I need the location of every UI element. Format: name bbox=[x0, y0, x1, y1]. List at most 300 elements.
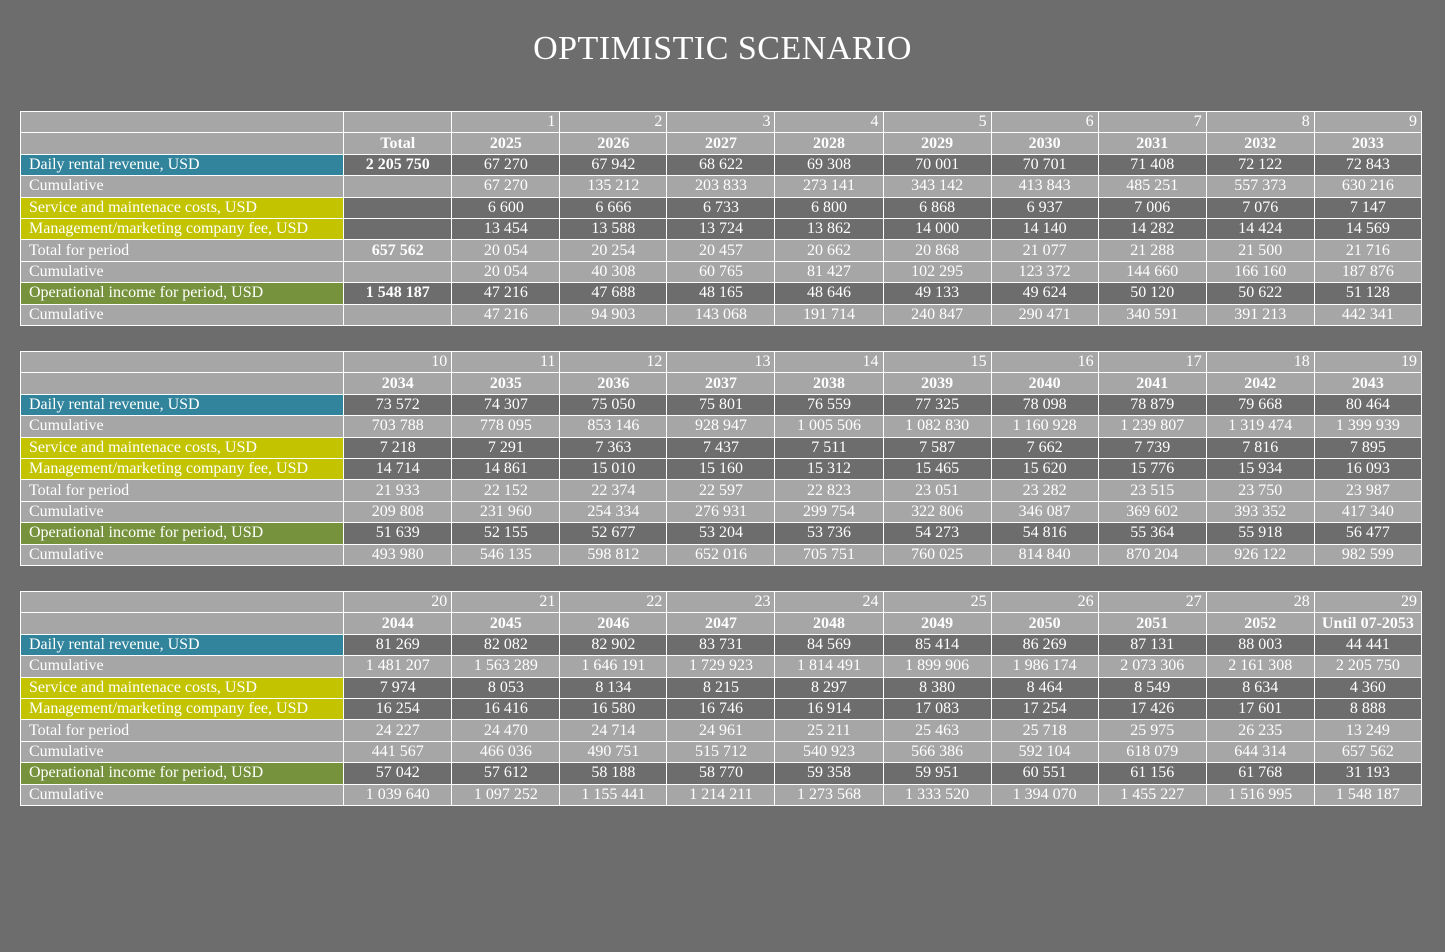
value-cell: 22 152 bbox=[452, 480, 560, 501]
year-cell: 2052 bbox=[1206, 613, 1314, 634]
value-cell: 7 076 bbox=[1206, 197, 1314, 218]
value-cell: 57 612 bbox=[452, 763, 560, 784]
year-cell: 2033 bbox=[1314, 133, 1421, 154]
value-cell: 191 714 bbox=[775, 304, 883, 325]
cumulative-label: Cumulative bbox=[21, 741, 344, 762]
value-cell: 417 340 bbox=[1314, 501, 1421, 522]
value-cell: 13 249 bbox=[1314, 720, 1421, 741]
value-cell: 53 736 bbox=[775, 523, 883, 544]
year-cell: 2036 bbox=[560, 373, 667, 394]
value-cell: 87 131 bbox=[1098, 634, 1206, 655]
value-cell: 60 765 bbox=[667, 261, 775, 282]
value-cell: 14 714 bbox=[344, 458, 452, 479]
value-cell: 1 097 252 bbox=[452, 784, 560, 805]
period-cell: 6 bbox=[991, 112, 1098, 133]
year-cell: 2043 bbox=[1314, 373, 1421, 394]
year-cell: 2031 bbox=[1098, 133, 1206, 154]
value-cell: 22 597 bbox=[667, 480, 775, 501]
period-cell: 15 bbox=[883, 352, 991, 373]
period-cell: 26 bbox=[991, 592, 1098, 613]
total-period-label: Total for period bbox=[21, 480, 344, 501]
year-cell: 2049 bbox=[883, 613, 991, 634]
value-cell: 657 562 bbox=[1314, 741, 1421, 762]
value-cell: 2 205 750 bbox=[1314, 656, 1421, 677]
period-cell: 29 bbox=[1314, 592, 1421, 613]
value-cell: 14 861 bbox=[452, 458, 560, 479]
value-cell: 1 214 211 bbox=[667, 784, 775, 805]
value-cell: 566 386 bbox=[883, 741, 991, 762]
value-cell: 926 122 bbox=[1206, 544, 1314, 565]
value-cell: 16 093 bbox=[1314, 458, 1421, 479]
period-row bbox=[21, 112, 1422, 133]
value-cell: 393 352 bbox=[1206, 501, 1314, 522]
value-cell: 322 806 bbox=[883, 501, 991, 522]
value-cell: 67 942 bbox=[560, 154, 667, 175]
value-cell: 7 662 bbox=[991, 437, 1098, 458]
value-cell: 24 227 bbox=[344, 720, 452, 741]
value-cell: 369 602 bbox=[1098, 501, 1206, 522]
value-cell: 1 548 187 bbox=[1314, 784, 1421, 805]
value-cell: 60 551 bbox=[991, 763, 1098, 784]
cumulative-label: Cumulative bbox=[21, 501, 344, 522]
value-cell: 14 424 bbox=[1206, 218, 1314, 239]
value-cell: 8 297 bbox=[775, 677, 883, 698]
value-cell: 7 816 bbox=[1206, 437, 1314, 458]
blank-cell bbox=[344, 112, 452, 133]
period-cell: 4 bbox=[775, 112, 883, 133]
value-cell: 72 843 bbox=[1314, 154, 1421, 175]
revenue-label: Daily rental revenue, USD bbox=[21, 394, 344, 415]
revenue-row bbox=[21, 634, 1422, 655]
value-cell: 20 054 bbox=[452, 261, 560, 282]
period-cell: 20 bbox=[344, 592, 452, 613]
period-cell: 1 bbox=[452, 112, 560, 133]
service-label: Service and maintenace costs, USD bbox=[21, 437, 344, 458]
value-cell: 23 750 bbox=[1206, 480, 1314, 501]
value-cell: 22 374 bbox=[560, 480, 667, 501]
value-cell: 7 587 bbox=[883, 437, 991, 458]
value-cell: 21 933 bbox=[344, 480, 452, 501]
value-cell: 26 235 bbox=[1206, 720, 1314, 741]
value-cell: 982 599 bbox=[1314, 544, 1421, 565]
value-cell: 47 688 bbox=[560, 283, 667, 304]
period-cell: 8 bbox=[1206, 112, 1314, 133]
value-cell: 442 341 bbox=[1314, 304, 1421, 325]
revenue-cumulative-row bbox=[21, 656, 1422, 677]
value-cell: 84 569 bbox=[775, 634, 883, 655]
value-cell: 13 862 bbox=[775, 218, 883, 239]
value-cell: 7 739 bbox=[1098, 437, 1206, 458]
period-cell: 13 bbox=[667, 352, 775, 373]
value-cell: 7 218 bbox=[344, 437, 452, 458]
value-cell: 515 712 bbox=[667, 741, 775, 762]
page-title: OPTIMISTIC SCENARIO bbox=[533, 30, 912, 67]
value-cell: 8 380 bbox=[883, 677, 991, 698]
cumulative-label: Cumulative bbox=[21, 656, 344, 677]
value-cell: 123 372 bbox=[991, 261, 1098, 282]
blank-cell bbox=[344, 176, 452, 197]
total-period-row bbox=[21, 240, 1422, 261]
value-cell: 20 457 bbox=[667, 240, 775, 261]
value-cell: 7 291 bbox=[452, 437, 560, 458]
value-cell: 1 399 939 bbox=[1314, 416, 1421, 437]
income-row bbox=[21, 763, 1422, 784]
value-cell: 4 360 bbox=[1314, 677, 1421, 698]
value-cell: 75 801 bbox=[667, 394, 775, 415]
value-cell: 490 751 bbox=[560, 741, 667, 762]
value-cell: 15 776 bbox=[1098, 458, 1206, 479]
value-cell: 44 441 bbox=[1314, 634, 1421, 655]
value-cell: 14 000 bbox=[883, 218, 991, 239]
year-cell: 2051 bbox=[1098, 613, 1206, 634]
income-label: Operational income for period, USD bbox=[21, 283, 344, 304]
value-cell: 340 591 bbox=[1098, 304, 1206, 325]
value-cell: 23 282 bbox=[991, 480, 1098, 501]
service-row bbox=[21, 197, 1422, 218]
year-cell: 2025 bbox=[452, 133, 560, 154]
value-cell: 485 251 bbox=[1098, 176, 1206, 197]
cumulative-label: Cumulative bbox=[21, 784, 344, 805]
value-cell: 86 269 bbox=[991, 634, 1098, 655]
value-cell: 59 358 bbox=[775, 763, 883, 784]
value-cell: 630 216 bbox=[1314, 176, 1421, 197]
blank-cell bbox=[21, 133, 344, 154]
value-cell: 705 751 bbox=[775, 544, 883, 565]
value-cell: 1 455 227 bbox=[1098, 784, 1206, 805]
value-cell: 20 254 bbox=[560, 240, 667, 261]
value-cell: 61 156 bbox=[1098, 763, 1206, 784]
value-cell: 15 312 bbox=[775, 458, 883, 479]
value-cell: 760 025 bbox=[883, 544, 991, 565]
value-cell: 1 005 506 bbox=[775, 416, 883, 437]
value-cell: 8 053 bbox=[452, 677, 560, 698]
value-cell: 1 319 474 bbox=[1206, 416, 1314, 437]
value-cell: 814 840 bbox=[991, 544, 1098, 565]
value-cell: 343 142 bbox=[883, 176, 991, 197]
management-row bbox=[21, 698, 1422, 719]
year-cell: 2038 bbox=[775, 373, 883, 394]
value-cell: 1 082 830 bbox=[883, 416, 991, 437]
value-cell: 14 282 bbox=[1098, 218, 1206, 239]
year-cell: 2030 bbox=[991, 133, 1098, 154]
blank-cell bbox=[344, 218, 452, 239]
blank-cell bbox=[344, 197, 452, 218]
value-cell: 7 147 bbox=[1314, 197, 1421, 218]
value-cell: 17 426 bbox=[1098, 698, 1206, 719]
total-period-total: 657 562 bbox=[344, 240, 452, 261]
period-cell: 18 bbox=[1206, 352, 1314, 373]
value-cell: 16 254 bbox=[344, 698, 452, 719]
value-cell: 8 549 bbox=[1098, 677, 1206, 698]
value-cell: 928 947 bbox=[667, 416, 775, 437]
year-cell: 2027 bbox=[667, 133, 775, 154]
value-cell: 77 325 bbox=[883, 394, 991, 415]
management-label: Management/marketing company fee, USD bbox=[21, 698, 344, 719]
value-cell: 47 216 bbox=[452, 283, 560, 304]
value-cell: 76 559 bbox=[775, 394, 883, 415]
value-cell: 13 588 bbox=[560, 218, 667, 239]
blank-cell bbox=[344, 304, 452, 325]
value-cell: 6 666 bbox=[560, 197, 667, 218]
management-label: Management/marketing company fee, USD bbox=[21, 218, 344, 239]
value-cell: 102 295 bbox=[883, 261, 991, 282]
value-cell: 7 974 bbox=[344, 677, 452, 698]
value-cell: 652 016 bbox=[667, 544, 775, 565]
value-cell: 592 104 bbox=[991, 741, 1098, 762]
value-cell: 493 980 bbox=[344, 544, 452, 565]
period-cell: 7 bbox=[1098, 112, 1206, 133]
income-cumulative-row bbox=[21, 544, 1422, 565]
blank-cell bbox=[21, 373, 344, 394]
total-cumulative-row bbox=[21, 261, 1422, 282]
management-row bbox=[21, 458, 1422, 479]
value-cell: 71 408 bbox=[1098, 154, 1206, 175]
value-cell: 21 077 bbox=[991, 240, 1098, 261]
value-cell: 25 718 bbox=[991, 720, 1098, 741]
service-label: Service and maintenace costs, USD bbox=[21, 677, 344, 698]
total-period-label: Total for period bbox=[21, 240, 344, 261]
value-cell: 2 073 306 bbox=[1098, 656, 1206, 677]
value-cell: 50 120 bbox=[1098, 283, 1206, 304]
value-cell: 2 161 308 bbox=[1206, 656, 1314, 677]
period-cell: 14 bbox=[775, 352, 883, 373]
year-cell: 2029 bbox=[883, 133, 991, 154]
value-cell: 1 814 491 bbox=[775, 656, 883, 677]
value-cell: 778 095 bbox=[452, 416, 560, 437]
value-cell: 853 146 bbox=[560, 416, 667, 437]
value-cell: 1 516 995 bbox=[1206, 784, 1314, 805]
blank-cell bbox=[21, 112, 344, 133]
value-cell: 1 729 923 bbox=[667, 656, 775, 677]
value-cell: 80 464 bbox=[1314, 394, 1421, 415]
value-cell: 51 639 bbox=[344, 523, 452, 544]
value-cell: 79 668 bbox=[1206, 394, 1314, 415]
income-label: Operational income for period, USD bbox=[21, 523, 344, 544]
value-cell: 557 373 bbox=[1206, 176, 1314, 197]
value-cell: 58 188 bbox=[560, 763, 667, 784]
period-cell: 24 bbox=[775, 592, 883, 613]
value-cell: 52 155 bbox=[452, 523, 560, 544]
value-cell: 88 003 bbox=[1206, 634, 1314, 655]
service-row bbox=[21, 677, 1422, 698]
value-cell: 20 662 bbox=[775, 240, 883, 261]
year-cell: 2050 bbox=[991, 613, 1098, 634]
value-cell: 1 646 191 bbox=[560, 656, 667, 677]
value-cell: 21 716 bbox=[1314, 240, 1421, 261]
value-cell: 1 273 568 bbox=[775, 784, 883, 805]
value-cell: 49 133 bbox=[883, 283, 991, 304]
value-cell: 7 895 bbox=[1314, 437, 1421, 458]
value-cell: 1 155 441 bbox=[560, 784, 667, 805]
value-cell: 25 975 bbox=[1098, 720, 1206, 741]
value-cell: 540 923 bbox=[775, 741, 883, 762]
total-cumulative-row bbox=[21, 501, 1422, 522]
year-cell: 2048 bbox=[775, 613, 883, 634]
value-cell: 48 646 bbox=[775, 283, 883, 304]
income-row bbox=[21, 523, 1422, 544]
year-cell: 2039 bbox=[883, 373, 991, 394]
total-period-row bbox=[21, 720, 1422, 741]
value-cell: 187 876 bbox=[1314, 261, 1421, 282]
value-cell: 24 470 bbox=[452, 720, 560, 741]
year-cell: Until 07-2053 bbox=[1314, 613, 1421, 634]
value-cell: 23 515 bbox=[1098, 480, 1206, 501]
value-cell: 1 899 906 bbox=[883, 656, 991, 677]
value-cell: 74 307 bbox=[452, 394, 560, 415]
value-cell: 413 843 bbox=[991, 176, 1098, 197]
value-cell: 17 254 bbox=[991, 698, 1098, 719]
value-cell: 8 464 bbox=[991, 677, 1098, 698]
total-period-row bbox=[21, 480, 1422, 501]
period-cell: 23 bbox=[667, 592, 775, 613]
year-cell: 2045 bbox=[452, 613, 560, 634]
value-cell: 25 211 bbox=[775, 720, 883, 741]
value-cell: 78 098 bbox=[991, 394, 1098, 415]
period-cell: 21 bbox=[452, 592, 560, 613]
value-cell: 49 624 bbox=[991, 283, 1098, 304]
value-cell: 254 334 bbox=[560, 501, 667, 522]
value-cell: 52 677 bbox=[560, 523, 667, 544]
value-cell: 75 050 bbox=[560, 394, 667, 415]
value-cell: 81 269 bbox=[344, 634, 452, 655]
period-cell: 9 bbox=[1314, 112, 1421, 133]
income-cumulative-row bbox=[21, 304, 1422, 325]
value-cell: 1 481 207 bbox=[344, 656, 452, 677]
value-cell: 16 746 bbox=[667, 698, 775, 719]
value-cell: 17 601 bbox=[1206, 698, 1314, 719]
management-row bbox=[21, 218, 1422, 239]
cumulative-label: Cumulative bbox=[21, 544, 344, 565]
value-cell: 81 427 bbox=[775, 261, 883, 282]
blank-cell bbox=[21, 613, 344, 634]
value-cell: 85 414 bbox=[883, 634, 991, 655]
value-cell: 6 800 bbox=[775, 197, 883, 218]
value-cell: 8 134 bbox=[560, 677, 667, 698]
value-cell: 20 054 bbox=[452, 240, 560, 261]
income-row bbox=[21, 283, 1422, 304]
value-cell: 391 213 bbox=[1206, 304, 1314, 325]
value-cell: 56 477 bbox=[1314, 523, 1421, 544]
cumulative-label: Cumulative bbox=[21, 261, 344, 282]
value-cell: 14 569 bbox=[1314, 218, 1421, 239]
value-cell: 6 600 bbox=[452, 197, 560, 218]
value-cell: 58 770 bbox=[667, 763, 775, 784]
value-cell: 1 394 070 bbox=[991, 784, 1098, 805]
period-row bbox=[21, 592, 1422, 613]
value-cell: 644 314 bbox=[1206, 741, 1314, 762]
value-cell: 546 135 bbox=[452, 544, 560, 565]
value-cell: 8 634 bbox=[1206, 677, 1314, 698]
value-cell: 15 934 bbox=[1206, 458, 1314, 479]
value-cell: 57 042 bbox=[344, 763, 452, 784]
value-cell: 1 333 520 bbox=[883, 784, 991, 805]
year-cell: 2026 bbox=[560, 133, 667, 154]
value-cell: 15 010 bbox=[560, 458, 667, 479]
value-cell: 23 051 bbox=[883, 480, 991, 501]
value-cell: 67 270 bbox=[452, 176, 560, 197]
value-cell: 203 833 bbox=[667, 176, 775, 197]
value-cell: 78 879 bbox=[1098, 394, 1206, 415]
value-cell: 1 039 640 bbox=[344, 784, 452, 805]
period-cell: 5 bbox=[883, 112, 991, 133]
period-cell: 3 bbox=[667, 112, 775, 133]
blank-cell bbox=[344, 261, 452, 282]
value-cell: 16 416 bbox=[452, 698, 560, 719]
scenario-table-1 bbox=[20, 111, 1422, 326]
year-row bbox=[21, 133, 1422, 154]
value-cell: 51 128 bbox=[1314, 283, 1421, 304]
value-cell: 82 902 bbox=[560, 634, 667, 655]
revenue-label: Daily rental revenue, USD bbox=[21, 154, 344, 175]
value-cell: 441 567 bbox=[344, 741, 452, 762]
value-cell: 72 122 bbox=[1206, 154, 1314, 175]
value-cell: 53 204 bbox=[667, 523, 775, 544]
value-cell: 25 463 bbox=[883, 720, 991, 741]
period-cell: 17 bbox=[1098, 352, 1206, 373]
period-cell: 19 bbox=[1314, 352, 1421, 373]
value-cell: 21 500 bbox=[1206, 240, 1314, 261]
value-cell: 144 660 bbox=[1098, 261, 1206, 282]
value-cell: 24 714 bbox=[560, 720, 667, 741]
revenue-row bbox=[21, 154, 1422, 175]
revenue-total: 2 205 750 bbox=[344, 154, 452, 175]
value-cell: 94 903 bbox=[560, 304, 667, 325]
value-cell: 7 363 bbox=[560, 437, 667, 458]
scenario-table-2 bbox=[20, 351, 1422, 566]
value-cell: 15 160 bbox=[667, 458, 775, 479]
blank-cell bbox=[21, 352, 344, 373]
value-cell: 870 204 bbox=[1098, 544, 1206, 565]
value-cell: 6 937 bbox=[991, 197, 1098, 218]
value-cell: 55 918 bbox=[1206, 523, 1314, 544]
value-cell: 703 788 bbox=[344, 416, 452, 437]
value-cell: 24 961 bbox=[667, 720, 775, 741]
cumulative-label: Cumulative bbox=[21, 304, 344, 325]
period-cell: 2 bbox=[560, 112, 667, 133]
value-cell: 16 914 bbox=[775, 698, 883, 719]
year-row bbox=[21, 373, 1422, 394]
total-header: Total bbox=[344, 133, 452, 154]
value-cell: 70 701 bbox=[991, 154, 1098, 175]
value-cell: 83 731 bbox=[667, 634, 775, 655]
value-cell: 466 036 bbox=[452, 741, 560, 762]
year-cell: 2032 bbox=[1206, 133, 1314, 154]
value-cell: 31 193 bbox=[1314, 763, 1421, 784]
value-cell: 55 364 bbox=[1098, 523, 1206, 544]
year-cell: 2044 bbox=[344, 613, 452, 634]
value-cell: 13 724 bbox=[667, 218, 775, 239]
value-cell: 13 454 bbox=[452, 218, 560, 239]
value-cell: 1 160 928 bbox=[991, 416, 1098, 437]
period-cell: 16 bbox=[991, 352, 1098, 373]
value-cell: 299 754 bbox=[775, 501, 883, 522]
year-cell: 2046 bbox=[560, 613, 667, 634]
revenue-cumulative-row bbox=[21, 176, 1422, 197]
value-cell: 40 308 bbox=[560, 261, 667, 282]
revenue-label: Daily rental revenue, USD bbox=[21, 634, 344, 655]
value-cell: 59 951 bbox=[883, 763, 991, 784]
scenario-table-3 bbox=[20, 591, 1422, 806]
value-cell: 54 273 bbox=[883, 523, 991, 544]
value-cell: 20 868 bbox=[883, 240, 991, 261]
value-cell: 6 733 bbox=[667, 197, 775, 218]
service-row bbox=[21, 437, 1422, 458]
value-cell: 598 812 bbox=[560, 544, 667, 565]
value-cell: 70 001 bbox=[883, 154, 991, 175]
cumulative-label: Cumulative bbox=[21, 176, 344, 197]
value-cell: 47 216 bbox=[452, 304, 560, 325]
value-cell: 15 465 bbox=[883, 458, 991, 479]
